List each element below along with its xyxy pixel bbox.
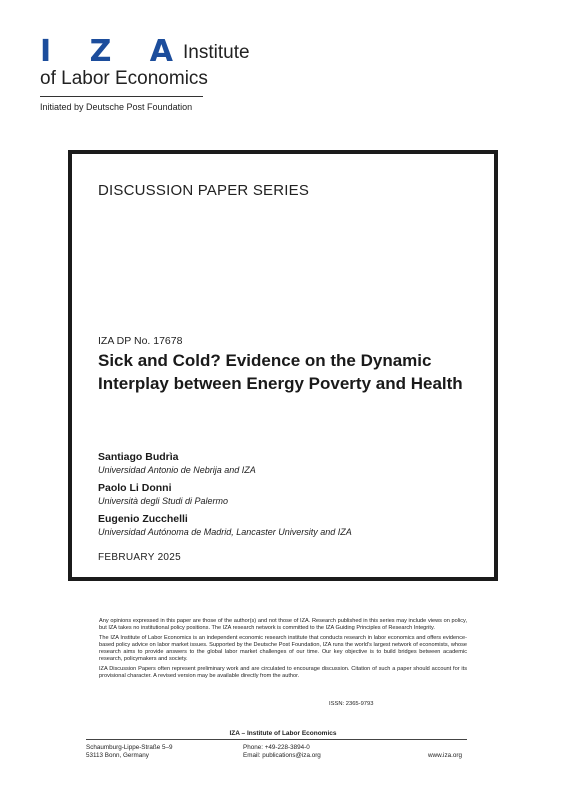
title-frame: [68, 150, 498, 581]
iza-logo: [40, 36, 280, 112]
author-name: Paolo Li Donni: [98, 482, 172, 494]
footer-phone: Phone: +49-228-3894-0: [243, 744, 310, 751]
issn: ISSN: 2365-9793: [329, 701, 374, 707]
address-line: 53113 Bonn, Germany: [86, 752, 149, 759]
author-list: [98, 451, 488, 544]
address-line: Schaumburg-Lippe-Straße 5–9: [86, 744, 173, 751]
footer-title: IZA – Institute of Labor Economics: [229, 730, 337, 737]
footer-address: [86, 744, 172, 760]
paper-title: Sick and Cold? Evidence on the Dynamic Interplay between Energy Poverty and Health: [98, 351, 463, 393]
logo-tagline: Initiated by Deutsche Post Foundation: [40, 102, 193, 112]
author-affiliation: Universidad Antonio de Nebrija and IZA: [98, 465, 256, 475]
disclaimer-paragraph: The IZA Institute of Labor Economics is an independent economic research institute that conducts research in labor economics and offers evidence-based policy advice on labor market issues. Supported by the Deutsche Post Foundation, IZA runs the world’s largest network of economists, whose research aims to provide answers to the global labor market challenges of our time. Our key objective is to build bridges between academic research, policymakers and society.: [99, 635, 467, 662]
disclaimer-paragraph: IZA Discussion Papers often represent preliminary work and are circulated to encourage discussion. Citation of such a paper should account for its provisional character. A revised version may be available directly from the author.: [99, 666, 467, 679]
series-heading: DISCUSSION PAPER SERIES: [98, 182, 310, 199]
disclaimer: [99, 618, 467, 683]
author-entry: [98, 513, 488, 538]
logo-divider: [40, 96, 203, 97]
dp-number: IZA DP No. 17678: [98, 335, 183, 347]
footer-contact: [243, 744, 321, 760]
logo-labor-economics-text: of Labor Economics: [40, 68, 208, 89]
footer-email[interactable]: Email: publications@iza.org: [243, 752, 321, 759]
footer-website[interactable]: www.iza.org: [428, 752, 462, 759]
author-name: Eugenio Zucchelli: [98, 513, 188, 525]
author-affiliation: Università degli Studi di Palermo: [98, 496, 229, 506]
author-affiliation: Universidad Autónoma de Madrid, Lancaster University and IZA: [98, 527, 352, 537]
footer-divider: [86, 739, 467, 740]
author-entry: [98, 482, 488, 507]
disclaimer-paragraph: Any opinions expressed in this paper are those of the author(s) and not those of IZA. Research published in this series may include views on policy, but IZA takes no institutional policy positions. The IZA research network is committed to the IZA Guiding Principles of Research Integrity.: [99, 618, 467, 631]
logo-letters: I Z A: [40, 34, 188, 69]
publication-date: FEBRUARY 2025: [98, 552, 182, 563]
author-entry: [98, 451, 488, 476]
logo-institute-text: Institute: [183, 42, 250, 63]
author-name: Santiago Budrìa: [98, 451, 179, 463]
